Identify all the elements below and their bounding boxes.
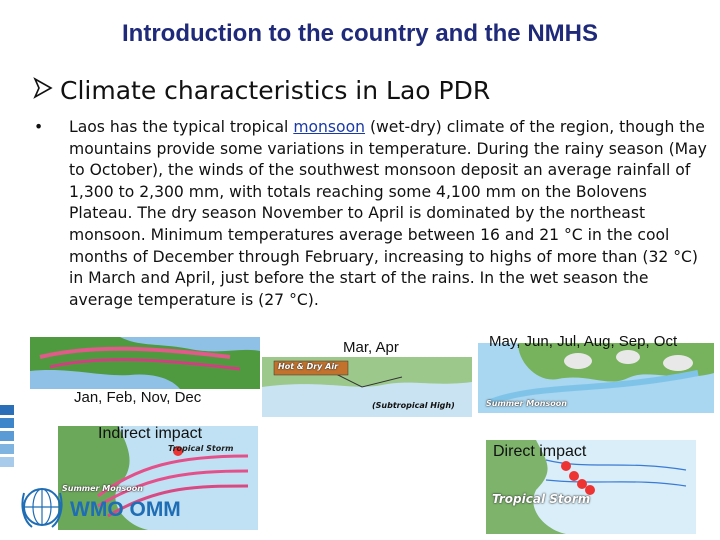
bullet-text-before: Laos has the typical tropical: [69, 118, 294, 136]
tropical-storm-small-label: Tropical Storm: [168, 444, 234, 453]
hot-dry-label: Hot & Dry Air: [278, 362, 339, 371]
label-mar-apr: Mar, Apr: [343, 339, 399, 356]
monsoon-link[interactable]: monsoon: [293, 118, 366, 136]
map-mar-apr: [262, 357, 472, 417]
subtitle-text: Climate characteristics in Lao PDR: [60, 76, 491, 105]
wmo-logo-text: WMO OMM: [70, 498, 181, 521]
label-indirect-impact: Indirect impact: [98, 425, 203, 442]
summer-monsoon-label: Summer Monsoon: [486, 399, 567, 408]
bullet-text-after: (wet-dry) climate of the region, though the mountains provide some variations in temperature. During the rainy season (May to October), the winds of the southwest monsoon deposit an average rainfall of 1,300 to 2,300 mm, with totals reaching some 4,100 mm on the Bolovens Plateau. The dry season November to April is dominated by the northeast monsoon. Minimum temperatures average between 16 and 21 °C in the cool months of December through February, increasing to highs of more than (32 °C) in March and April, just before the start of the rains. In the wet season the average temperature is (27 °C).: [69, 118, 707, 309]
summer-monsoon-small-label: Summer Monsoon: [62, 484, 143, 493]
bullet-dot: •: [34, 118, 44, 136]
label-direct-impact: Direct impact: [493, 443, 587, 460]
map-winter: [30, 337, 260, 389]
arrow-bullet-icon: [32, 76, 60, 105]
left-color-bar: [0, 405, 14, 470]
label-jan-dec: Jan, Feb, Nov, Dec: [74, 389, 202, 406]
label-may-oct: May, Jun, Jul, Aug, Sep, Oct: [489, 333, 678, 350]
subtropical-high-label: (Subtropical High): [372, 401, 455, 410]
tropical-storm-label: Tropical Storm: [492, 492, 591, 506]
page-title: Introduction to the country and the NMHS: [122, 20, 598, 47]
bullet-paragraph: [34, 117, 714, 311]
map-summer: [478, 343, 714, 413]
section-subtitle: [32, 76, 490, 105]
wmo-emblem-icon: [18, 483, 66, 531]
